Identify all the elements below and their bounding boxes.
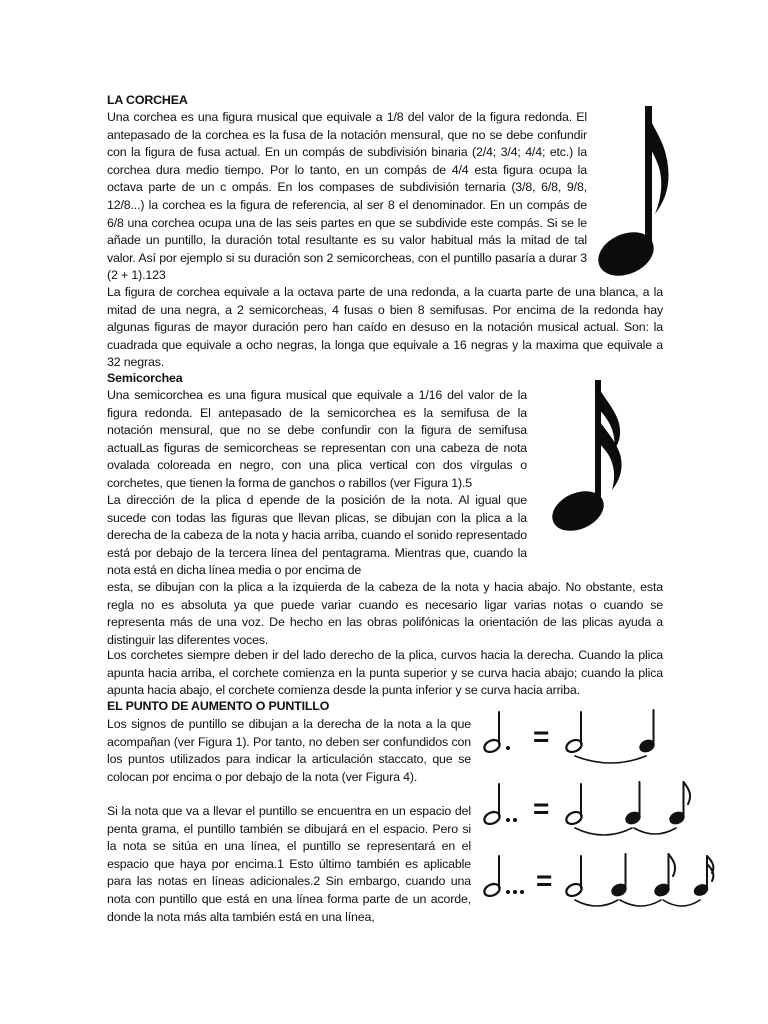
- semicorchea-paragraph-2b: esta, se dibujan con la plica a la izquierda de la cabeza de la nota y hacia abajo. No obstante, esta regla no es absoluta ya que puede variar cuando es necesario ligar varias notas o cuando se representa más de una voz. De hecho en las obras polifónicas la orientación de las plicas ayuda a distinguir las diferentes voces.: [107, 580, 663, 647]
- corchea-paragraph-1: Una corchea es una figura musical que equivale a 1/8 del valor de la figura redonda. El antepasado de la corchea es la fusa de la notación mensural, que no se debe confundir con la figura de fusa actual. En un compás de subdivisión binaria (2/4; 3/4; 4/4; etc.) la corchea dura medio tiempo. Por lo tanto, en un compás de 4/4 esta figura ocupa la octava parte de un c ompás. En los compases de subdivisión ternaria (3/8, 6/8, 9/8, 12/8...) la corchea es la figura de referencia, al ser 8 el denominador. En un compás de 6/8 una corchea ocupa una de las seis partes en que se subdivide este compás. Si se le añade un puntillo, la duración total resultante es su valor habitual más la mitad de tal valor. Así por ejemplo si su duración son 2 semicorcheas, con el puntillo pasaría a durar 3 (2 + 1).123: [107, 110, 587, 283]
- dotted-notes-figure: [478, 702, 728, 922]
- puntillo-paragraph-1: Los signos de puntillo se dibujan a la derecha de la nota a la que acompañan (ver Figura 1). Por tanto, no deben ser confundidos con los puntos utilizados para indicar la articulación staccato, que se colocan por encima o por debajo de la nota (ver Figura 4).: [107, 717, 471, 784]
- puntillo-paragraph-2: Si la nota que va a llevar el puntillo se encuentra en un espacio del penta grama, el puntillo también se dibujará en el espacio. Pero si la nota se sitúa en una línea, el puntillo se representará en el espacio que haya por encima.1 Esto último también es aplicable para las notas en líneas adicionales.2 Sin embargo, cuando una nota con puntillo que está en una línea forma parte de un acorde, donde la nota más alta también está en una línea,: [107, 804, 471, 924]
- eighth-note-icon: [593, 102, 673, 280]
- section-title-puntillo: EL PUNTO DE AUMENTO O PUNTILLO: [107, 699, 330, 713]
- equation-row-double-dotted-half: [482, 782, 690, 835]
- equals-sign: =: [533, 793, 550, 824]
- equals-sign: =: [536, 865, 553, 896]
- semicorchea-paragraph-3: Los corchetes siempre deben ir del lado derecho de la plica, curvos hacia la derecha. Cuando la plica apunta hacia arriba, el corchete comienza en la punta superior y se curva hacia abajo; cuando la plica apunta hacia abajo, el corchete comienza desde la punta inferior y se curva hacia arriba.: [107, 648, 663, 698]
- equation-row-triple-dotted-half: [482, 854, 713, 906]
- equation-row-dotted-half: [482, 710, 656, 763]
- section-title-corchea: LA CORCHEA: [107, 93, 188, 107]
- section-title-semicorchea: Semicorchea: [107, 371, 183, 385]
- equals-sign: =: [533, 721, 550, 752]
- sixteenth-note-icon: [548, 376, 628, 536]
- semicorchea-paragraph-2a: La dirección de la plica d epende de la posición de la nota. Al igual que sucede con todas las figuras que llevan plicas, se dibujan con la plica a la derecha de la cabeza de la nota y hacia arriba, cuando el sonido representado está por debajo de la tercera línea del pentagrama. Mientras que, cuando la nota está en dicha línea media o por encima de: [107, 493, 527, 578]
- corchea-paragraph-2: La figura de corchea equivale a la octava parte de una redonda, a la cuarta parte de una blanca, a la mitad de una negra, a 2 semicorcheas, 4 fusas o bien 8 semifusas. Por encima de la redonda hay algunas figuras de mayor duración pero han caído en desuso en la notación musical actual. Son: la cuadrada que equivale a ocho negras, la longa que equivale a 16 negras y la maxima que equivale a 32 negras.: [107, 285, 663, 370]
- semicorchea-paragraph-1: Una semicorchea es una figura musical que equivale a 1/16 del valor de la figura redonda. El antepasado de la semicorchea es la semifusa de la notación mensural, que no se debe confundir con la figura de semifusa actualLas figuras de semicorcheas se representan con una cabeza de nota ovalada coloreada en negro, con una plica vertical con dos vírgulas o corchetes, que tienen la forma de ganchos o rabillos (ver Figura 1).5: [107, 388, 527, 490]
